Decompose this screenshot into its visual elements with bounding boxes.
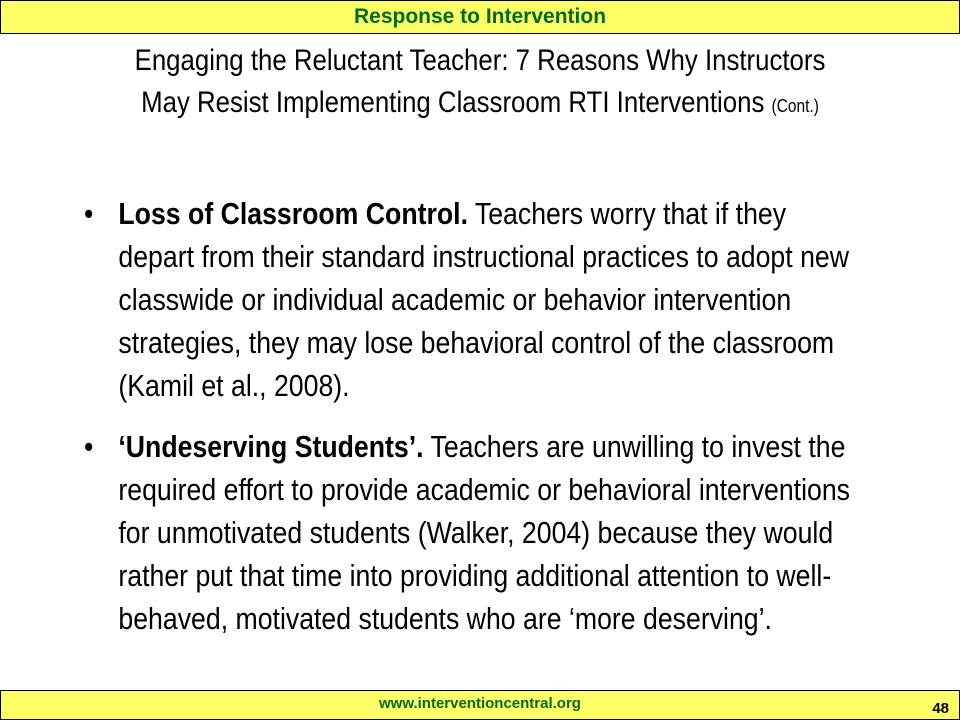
bullet-body: Teachers worry that if they depart from their standard instructional practices to adopt new classwide or individual academic or behavior intervention strategies, they may lose behavioral control of the classroom (Kamil et al., 2008). — [118, 196, 849, 403]
bullet-marker: • — [84, 196, 94, 231]
header-title: Response to Intervention — [353, 5, 607, 28]
bullet-body: Teachers are unwilling to invest the required effort to provide academic or behavioral interventions for unmotivated students (Walker, 2004) because they would rather put that time into providing additional attention to well-behaved, motivated students who are ‘more deserving’. — [118, 429, 850, 636]
footer-bar — [0, 690, 960, 720]
bullet-heading: ‘Undeserving Students’. — [118, 429, 424, 464]
slide-title-main: Engaging the Reluctant Teacher: 7 Reasons Why Instructors May Resist Implementing Classroom RTI Interventions — [134, 44, 826, 119]
page-number: 48 — [932, 700, 949, 717]
bullet-marker: • — [84, 429, 94, 464]
bullet-heading: Loss of Classroom Control. — [118, 196, 468, 231]
bullet-item — [84, 192, 867, 407]
slide-title-suffix: (Cont.) — [771, 96, 819, 116]
bullet-item — [84, 425, 867, 640]
bullet-list — [84, 192, 867, 658]
header-bar — [0, 0, 960, 34]
footer-url[interactable]: www.interventioncentral.org — [379, 695, 581, 712]
slide-title — [119, 40, 841, 127]
